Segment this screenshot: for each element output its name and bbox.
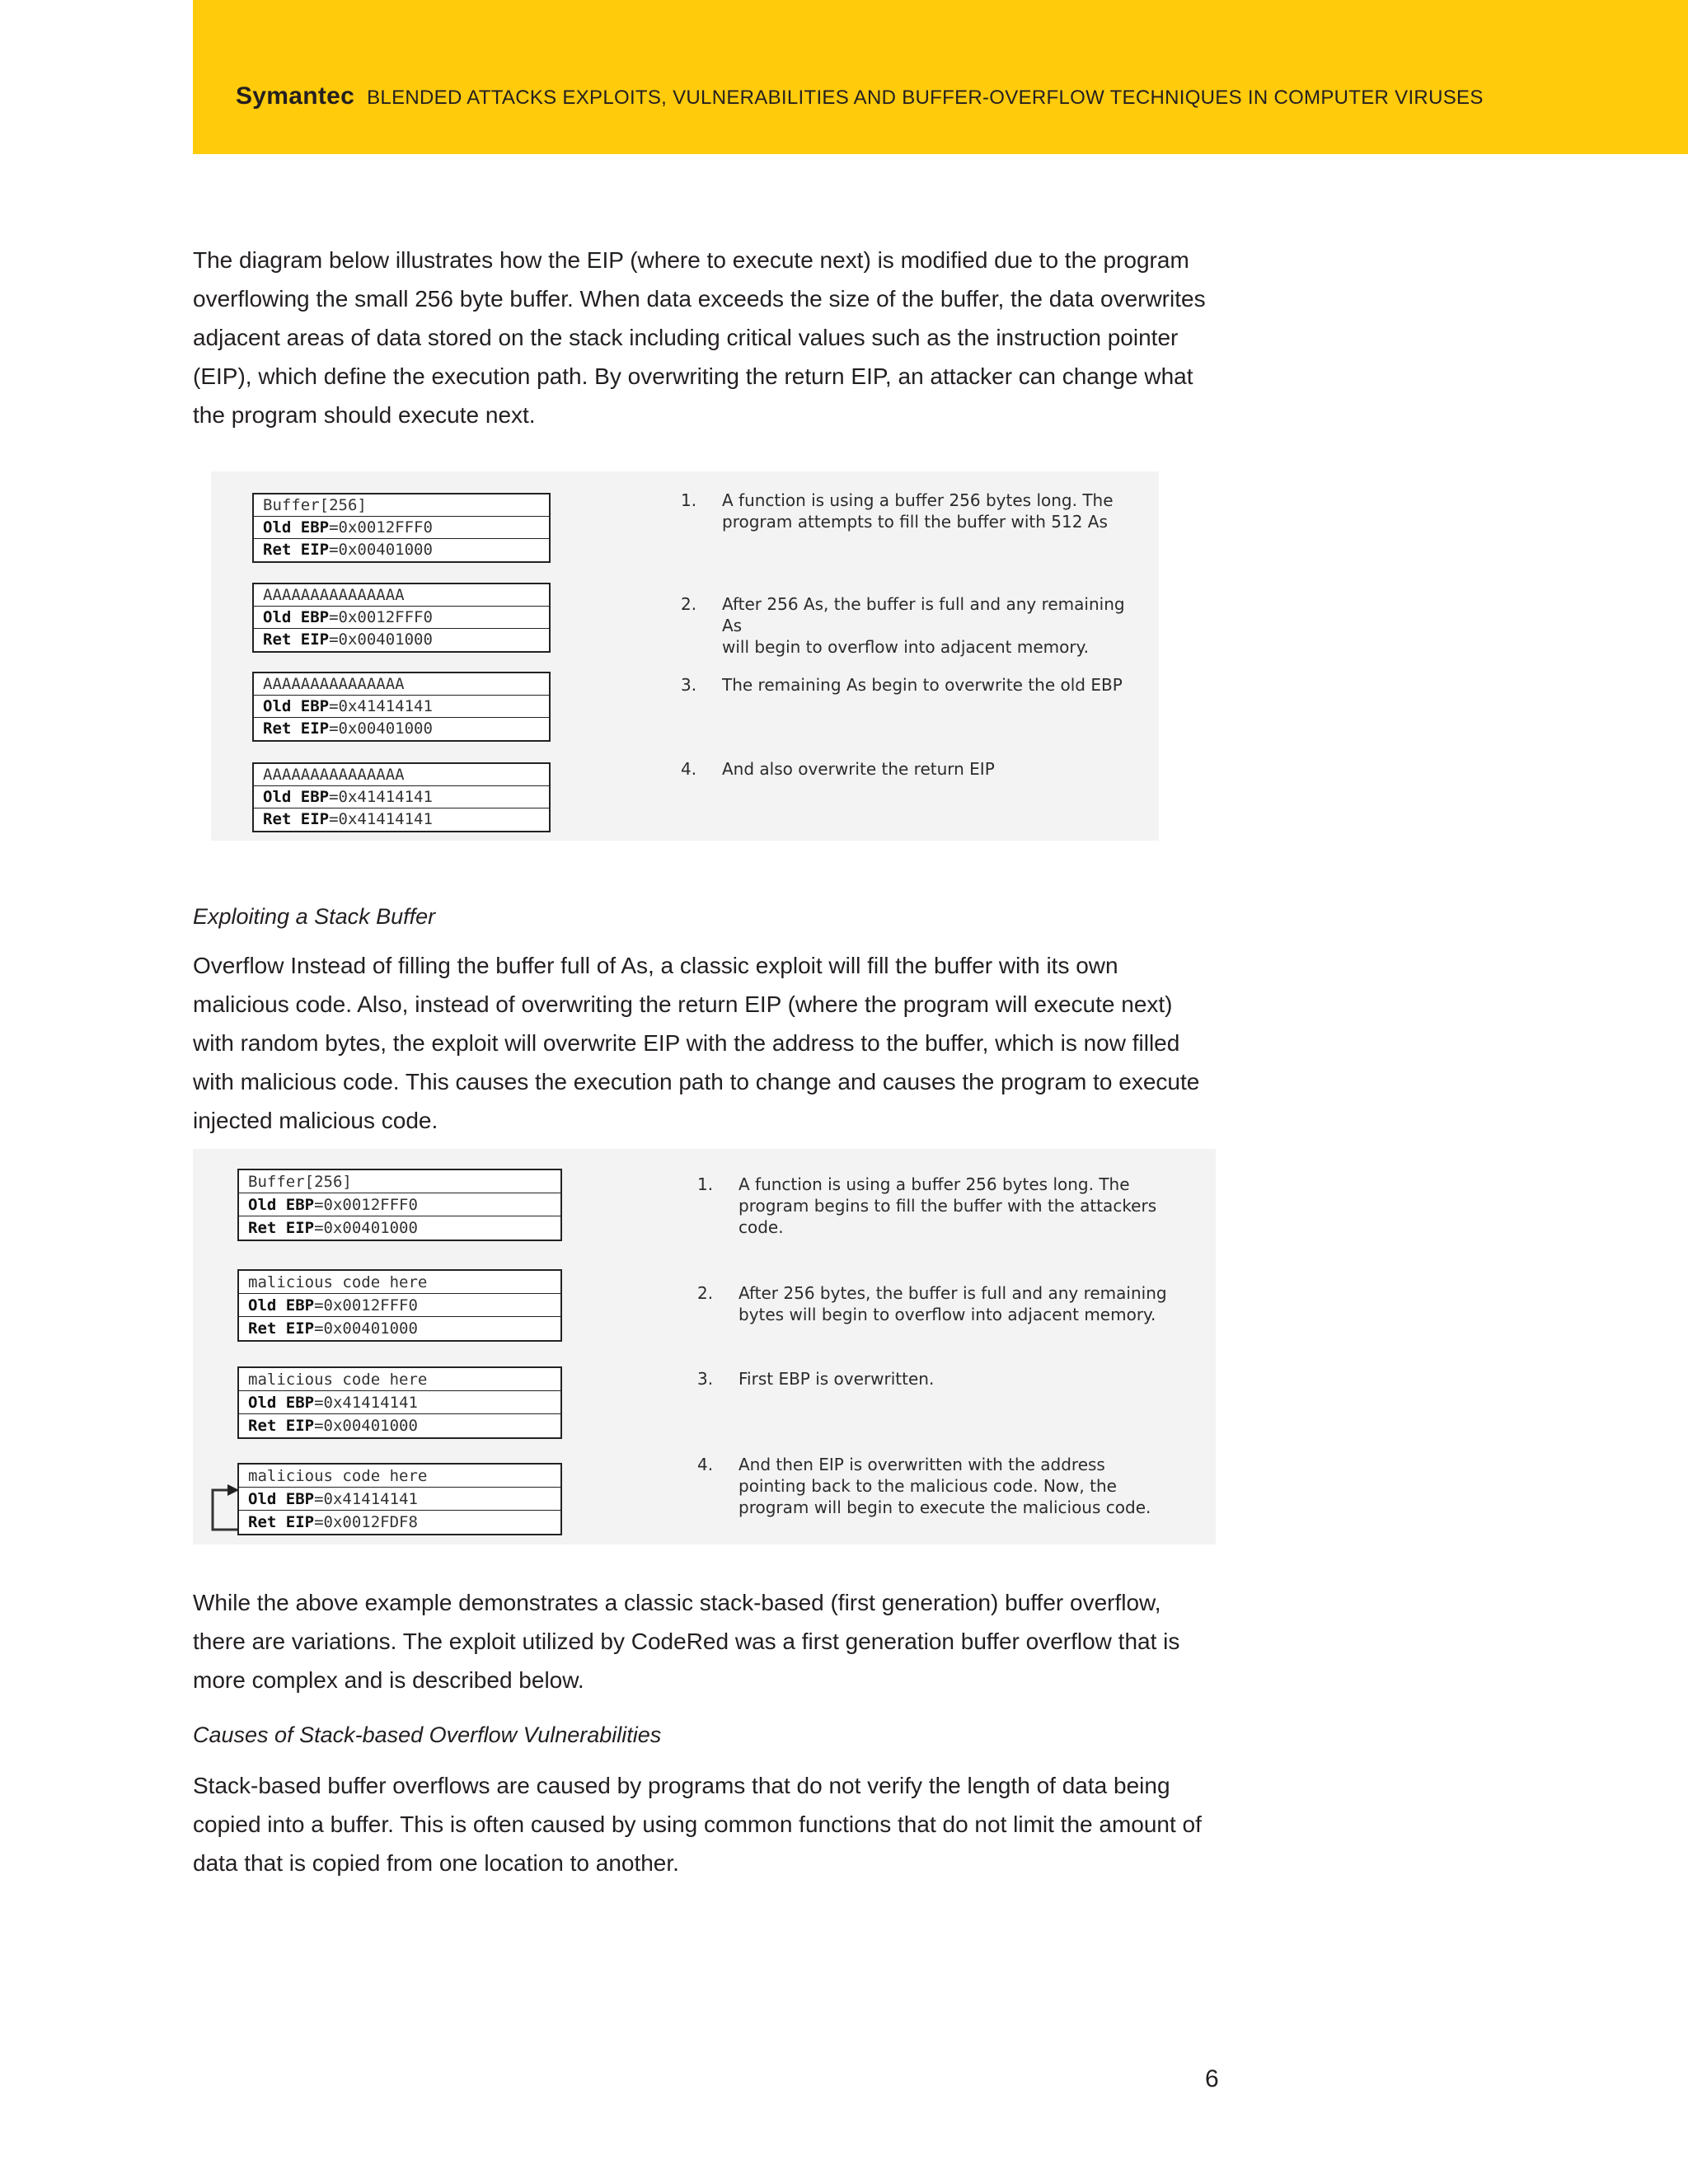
- brand-name: Symantec: [236, 82, 355, 110]
- header-band: [193, 0, 1688, 154]
- old-ebp-row: Old EBP=0x0012FFF0: [254, 517, 549, 539]
- step-text: And then EIP is overwritten with the address pointing back to the malicious code. Now, the program will begin to execute the malicious code.: [738, 1455, 1151, 1517]
- buffer-row: malicious code here: [239, 1271, 560, 1294]
- intro-paragraph: The diagram below illustrates how the EIP (where to execute next) is modified due to the program overflowing the small 256 byte buffer. When data exceeds the size of the buffer, the data overwrites adjacent areas of data stored on the stack including critical values such as the instruction pointer (EIP), which define the execution path. By overwriting the return EIP, an attacker can change what the program should execute next.: [193, 247, 1206, 428]
- figure-malicious-code-overflow: [193, 1149, 1216, 1544]
- return-arrow-icon: [204, 1479, 241, 1536]
- old-ebp-row: Old EBP=0x0012FFF0: [254, 607, 549, 629]
- old-ebp-row: Old EBP=0x0012FFF0: [239, 1294, 560, 1317]
- stack-diagram: [237, 1463, 562, 1535]
- step-number: 3.: [697, 1369, 714, 1389]
- old-ebp-row: Old EBP=0x0012FFF0: [239, 1193, 560, 1216]
- figure-stack-overflow-as: [211, 471, 1159, 841]
- causes-heading: Causes of Stack-based Overflow Vulnerabilities: [193, 1722, 662, 1747]
- buffer-row: malicious code here: [239, 1368, 560, 1391]
- step-number: 4.: [697, 1455, 714, 1474]
- stack-diagram: [252, 762, 551, 832]
- old-ebp-row: Old EBP=0x41414141: [239, 1391, 560, 1414]
- step-number: 4.: [681, 759, 697, 779]
- step-text: A function is using a buffer 256 bytes long. The program begins to fill the buffer with the attackers code.: [738, 1174, 1157, 1237]
- buffer-row: malicious code here: [239, 1465, 560, 1488]
- ret-eip-row: Ret EIP=0x00401000: [263, 719, 433, 738]
- stack-diagram: [252, 672, 551, 742]
- running-header: [236, 82, 1484, 110]
- ret-eip-row: Ret EIP=0x41414141: [263, 810, 433, 828]
- step-number: 1.: [681, 490, 697, 510]
- step-text: The remaining As begin to overwrite the old EBP: [722, 675, 1123, 695]
- buffer-row: AAAAAAAAAAAAAAA: [254, 673, 549, 696]
- step-text: And also overwrite the return EIP: [722, 759, 995, 779]
- ret-eip-row: Ret EIP=0x0012FDF8: [248, 1513, 418, 1531]
- ret-eip-row: Ret EIP=0x00401000: [263, 630, 433, 649]
- ret-eip-row: Ret EIP=0x00401000: [248, 1319, 418, 1338]
- ret-eip-row: Ret EIP=0x00401000: [248, 1219, 418, 1237]
- stack-diagram: [237, 1269, 562, 1342]
- buffer-row: Buffer[256]: [254, 494, 549, 517]
- step-number: 3.: [681, 675, 697, 695]
- stack-diagram: [237, 1169, 562, 1241]
- step-text: First EBP is overwritten.: [738, 1369, 935, 1389]
- step-number: 1.: [697, 1174, 714, 1194]
- step-number: 2.: [697, 1283, 714, 1303]
- variations-paragraph: While the above example demonstrates a classic stack-based (first generation) buffer overflow, there are variations. The exploit utilized by CodeRed was a first generation buffer overflow that is more complex and is described below.: [193, 1590, 1180, 1693]
- ret-eip-row: Ret EIP=0x00401000: [263, 541, 433, 559]
- ret-eip-row: Ret EIP=0x00401000: [248, 1417, 418, 1435]
- buffer-row: Buffer[256]: [239, 1170, 560, 1193]
- buffer-row: AAAAAAAAAAAAAAA: [254, 764, 549, 786]
- exploit-paragraph: Overflow Instead of filling the buffer full of As, a classic exploit will fill the buffer with its own malicious code. Also, instead of overwriting the return EIP (where the program will execute next) with random bytes, the exploit will overwrite EIP with the address to the buffer, which is now filled with malicious code. This causes the execution path to change and causes the program to execute injected malicious code.: [193, 953, 1200, 1133]
- step-number: 2.: [681, 594, 697, 614]
- old-ebp-row: Old EBP=0x41414141: [254, 786, 549, 808]
- step-text: After 256 bytes, the buffer is full and any remaining bytes will begin to overflow into adjacent memory.: [738, 1283, 1167, 1324]
- buffer-row: AAAAAAAAAAAAAAA: [254, 584, 549, 607]
- old-ebp-row: Old EBP=0x41414141: [254, 696, 549, 718]
- stack-diagram: [252, 583, 551, 653]
- old-ebp-row: Old EBP=0x41414141: [239, 1488, 560, 1511]
- step-text: A function is using a buffer 256 bytes long. The program attempts to fill the buffer with 512 As: [722, 490, 1114, 532]
- stack-diagram: [237, 1366, 562, 1439]
- exploit-heading: Exploiting a Stack Buffer: [193, 904, 436, 929]
- page-number: 6: [1205, 2065, 1219, 2093]
- causes-paragraph: Stack-based buffer overflows are caused by programs that do not verify the length of data being copied into a buffer. This is often caused by using common functions that do not limit the amount of data that is copied from one location to another.: [193, 1773, 1202, 1876]
- stack-diagram: [252, 493, 551, 563]
- document-title: BLENDED ATTACKS EXPLOITS, VULNERABILITIES AND BUFFER-OVERFLOW TECHNIQUES IN COMPUTER VIRUSES: [367, 87, 1484, 109]
- step-text: After 256 As, the buffer is full and any remaining As will begin to overflow into adjacent memory.: [722, 594, 1125, 657]
